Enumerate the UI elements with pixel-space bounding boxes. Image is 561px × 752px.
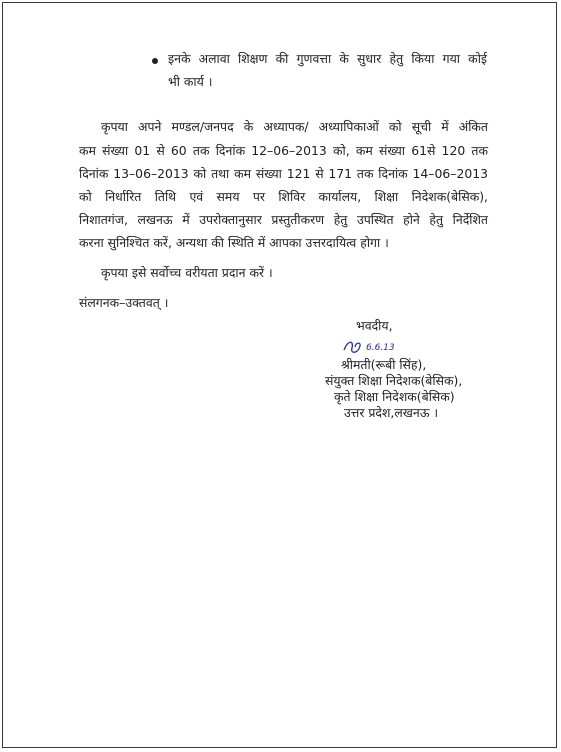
bullet-line-2: भी कार्य । [168, 74, 213, 89]
signatory-location: उत्तर प्रदेश,लखनऊ । [344, 405, 439, 420]
paragraph-line-1: कृपया अपने मण्डल/जनपद के अध्यापक/ अध्यापिकाओं को सूची में अंकित [101, 119, 488, 134]
closing-line: भवदीय, [356, 318, 393, 333]
priority-line: कृपया इसे सर्वोच्च वरीयता प्रदान करें । [101, 265, 273, 280]
document-page [2, 2, 557, 748]
bullet-icon [152, 58, 158, 64]
paragraph-line-6: करना सुनिश्चित करें, अन्यथा की स्थिति में आपका उत्तरदायित्व होगा । [79, 235, 389, 250]
paragraph-line-4: को निर्धारित तिथि एवं समय पर शिविर कार्यालय, शिक्षा निदेशक(बेसिक), [79, 189, 488, 204]
signatory-designation: संयुक्त शिक्षा निदेशक(बेसिक), [325, 373, 463, 388]
paragraph-line-3: दिनांक 13–06–2013 को तथा कम संख्या 121 से 171 तक दिनांक 14–06–2013 [79, 166, 488, 181]
bullet-line-1: इनके अलावा शिक्षण की गुणवत्ता के सुधार हेतु किया गया कोई [168, 51, 487, 66]
paragraph-line-5: निशातगंज, लखनऊ में उपरोक्तानुसार प्रस्तुतीकरण हेतु उपस्थित होने हेतु निर्देशित [79, 212, 488, 227]
handwritten-date: 6.6.13 [366, 343, 395, 353]
signatory-name: श्रीमती(रूबी सिंह), [341, 357, 427, 372]
signatory-on-behalf: कृते शिक्षा निदेशक(बेसिक) [334, 389, 455, 404]
enclosure-line: संलगनक–उक्तवत् । [79, 295, 169, 310]
paragraph-line-2: कम संख्या 01 से 60 तक दिनांक 12–06–2013 को, कम संख्या 61से 120 तक [79, 143, 488, 158]
